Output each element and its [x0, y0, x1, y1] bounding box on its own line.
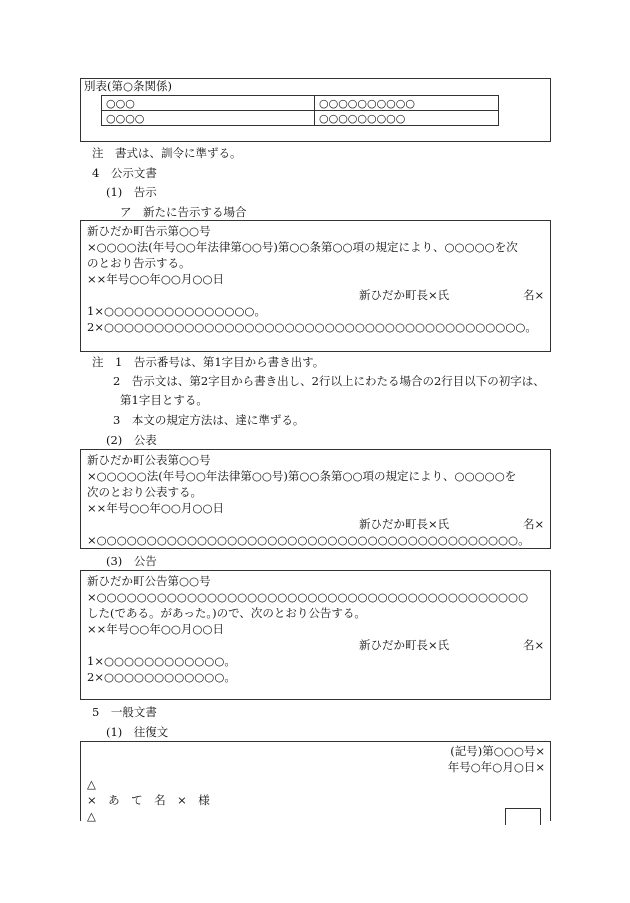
- kokuji-item: 2×○○○○○○○○○○○○○○○○○○○○○○○○○○○○○○○○○○○○○○○○○○。: [87, 320, 537, 334]
- kohyo-signer-name: 名×: [523, 517, 545, 531]
- kokuji-item: 1×○○○○○○○○○○○○○○○。: [87, 304, 266, 318]
- kohyo-heading: (2) 公表: [106, 433, 157, 447]
- kokuji-sub-heading: ア 新たに告示する場合: [120, 205, 247, 219]
- kohyo-box: [80, 449, 551, 549]
- kokuji-note-3: 3 本文の規定方法は、達に準ずる。: [113, 413, 305, 427]
- oufuku-date: 年号○年○月○日×: [447, 760, 545, 774]
- kohyo-date: ××年号○○年○○月○○日: [87, 501, 224, 515]
- section-4-heading: 4 公示文書: [92, 166, 157, 180]
- triangle-mark: △: [87, 777, 96, 791]
- kohyo-text-line: 次のとおり公表する。: [87, 485, 202, 499]
- kohyo-signer: 新ひだか町長×氏: [359, 517, 450, 531]
- beppyo-title: 別表(第○条関係): [84, 79, 173, 93]
- table-cell: ○○○○: [102, 111, 315, 126]
- kokoku-signer: 新ひだか町長×氏: [359, 638, 450, 652]
- kokuji-date: ××年号○○年○○月○○日: [87, 272, 224, 286]
- kokuji-heading: (1) 告示: [106, 185, 157, 199]
- kokuji-signer: 新ひだか町長×氏: [359, 288, 450, 302]
- kokoku-signer-name: 名×: [523, 638, 545, 652]
- table-cell: ○○○: [102, 96, 315, 111]
- oufuku-kigo: (記号)第○○○号×: [450, 744, 545, 758]
- oufuku-atena: × あ て 名 × 様: [87, 793, 210, 807]
- seal-box: [505, 808, 541, 825]
- kokoku-box: [80, 570, 551, 700]
- kokoku-item: 2×○○○○○○○○○○○○。: [87, 670, 236, 684]
- kokoku-number: 新ひだか町公告第○○号: [87, 574, 211, 588]
- beppyo-table: [101, 95, 499, 126]
- kokoku-date: ××年号○○年○○月○○日: [87, 622, 224, 636]
- table-row: [102, 96, 499, 111]
- kokuji-text-line: のとおり告示する。: [87, 256, 191, 270]
- section-5-heading: 5 一般文書: [92, 705, 157, 719]
- kokuji-number: 新ひだか町告示第○○号: [87, 224, 211, 238]
- triangle-mark: △: [87, 809, 96, 823]
- kokuji-text-line: ×○○○○法(年号○○年法律第○○号)第○○条第○○項の規定により、○○○○○を次: [87, 240, 518, 254]
- kokoku-text-line: ×○○○○○○○○○○○○○○○○○○○○○○○○○○○○○○○○○○○○○○○○○○○: [87, 590, 529, 604]
- kokoku-item: 1×○○○○○○○○○○○○。: [87, 654, 236, 668]
- kohyo-item: ×○○○○○○○○○○○○○○○○○○○○○○○○○○○○○○○○○○○○○○○○○○。: [87, 533, 530, 547]
- kokuji-signer-name: 名×: [523, 288, 545, 302]
- table-cell: ○○○○○○○○○○: [315, 96, 499, 111]
- oufuku-box: [80, 741, 551, 821]
- table-cell: ○○○○○○○○○: [315, 111, 499, 126]
- kokuji-note-2: 2 告示文は、第2字目から書き出し、2行以上にわたる場合の2行目以下の初字は、: [113, 374, 545, 388]
- table-row: [102, 111, 499, 126]
- oufuku-heading: (1) 往復文: [106, 725, 169, 739]
- kokuji-note-1: 注 1 告示番号は、第1字目から書き出す。: [92, 355, 325, 369]
- kokoku-heading: (3) 公告: [106, 554, 157, 568]
- kohyo-number: 新ひだか町公表第○○号: [87, 453, 211, 467]
- kokuji-note-2-cont: 第1字目とする。: [120, 393, 208, 407]
- kokuji-box: [80, 220, 551, 352]
- note-shoshiki: 注 書式は、訓令に準ずる。: [92, 146, 242, 160]
- kohyo-text-line: ×○○○○○法(年号○○年法律第○○号)第○○条第○○項の規定により、○○○○○を: [87, 469, 517, 483]
- kokoku-text-line: した(である。があった。)ので、次のとおり公告する。: [87, 606, 366, 620]
